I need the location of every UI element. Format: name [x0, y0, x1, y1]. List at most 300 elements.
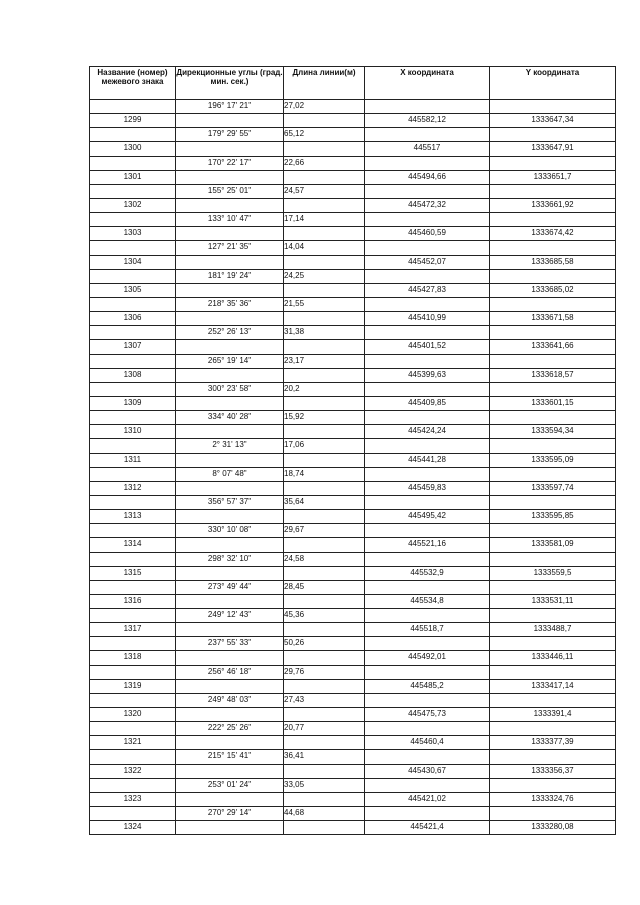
point-name-cell: 1321 [90, 736, 176, 750]
point-name-cell: 1300 [90, 142, 176, 156]
point-length-cell [284, 312, 365, 326]
segment-name-cell [90, 580, 176, 594]
point-length-cell [284, 198, 365, 212]
segment-y-cell [490, 297, 616, 311]
segment-row [90, 778, 616, 792]
y-coordinate-cell: 1333595,85 [490, 510, 616, 524]
length-cell: 22,66 [284, 156, 365, 170]
x-coordinate-cell: 445495,42 [365, 510, 490, 524]
point-angle-cell [176, 623, 284, 637]
point-length-cell [284, 453, 365, 467]
y-coordinate-cell: 1333601,15 [490, 396, 616, 410]
x-coordinate-cell: 445441,28 [365, 453, 490, 467]
length-cell: 45,36 [284, 609, 365, 623]
y-coordinate-cell: 1333446,11 [490, 651, 616, 665]
segment-x-cell [365, 269, 490, 283]
point-angle-cell [176, 453, 284, 467]
segment-y-cell [490, 524, 616, 538]
point-angle-cell [176, 227, 284, 241]
segment-y-cell [490, 100, 616, 114]
segment-name-cell [90, 128, 176, 142]
point-row [90, 114, 616, 128]
angle-cell: 215° 15' 41" [176, 750, 284, 764]
x-coordinate-cell: 445532,9 [365, 566, 490, 580]
segment-name-cell [90, 100, 176, 114]
segment-row [90, 665, 616, 679]
y-coordinate-cell: 1333488,7 [490, 623, 616, 637]
point-angle-cell [176, 198, 284, 212]
segment-y-cell [490, 609, 616, 623]
point-angle-cell [176, 538, 284, 552]
point-name-cell: 1307 [90, 340, 176, 354]
segment-x-cell [365, 128, 490, 142]
point-row [90, 481, 616, 495]
angle-cell: 256° 46' 18" [176, 665, 284, 679]
segment-row [90, 184, 616, 198]
y-coordinate-cell: 1333531,11 [490, 594, 616, 608]
point-angle-cell [176, 736, 284, 750]
segment-x-cell [365, 467, 490, 481]
segment-row [90, 552, 616, 566]
segment-x-cell [365, 750, 490, 764]
x-coordinate-cell: 445475,73 [365, 708, 490, 722]
point-angle-cell [176, 396, 284, 410]
point-name-cell: 1312 [90, 481, 176, 495]
point-length-cell [284, 255, 365, 269]
point-row [90, 312, 616, 326]
segment-name-cell [90, 354, 176, 368]
point-length-cell [284, 679, 365, 693]
x-coordinate-cell: 445424,24 [365, 425, 490, 439]
segment-row [90, 467, 616, 481]
point-length-cell [284, 651, 365, 665]
angle-cell: 265° 19' 14" [176, 354, 284, 368]
point-name-cell: 1318 [90, 651, 176, 665]
point-angle-cell [176, 651, 284, 665]
point-length-cell [284, 623, 365, 637]
point-angle-cell [176, 510, 284, 524]
segment-name-cell [90, 326, 176, 340]
point-angle-cell [176, 594, 284, 608]
y-coordinate-cell: 1333597,74 [490, 481, 616, 495]
x-coordinate-cell: 445430,67 [365, 764, 490, 778]
x-coordinate-cell: 445399,63 [365, 368, 490, 382]
x-coordinate-cell: 445521,16 [365, 538, 490, 552]
point-angle-cell [176, 340, 284, 354]
point-name-cell: 1299 [90, 114, 176, 128]
segment-row [90, 722, 616, 736]
header-angle: Дирекционные углы (град. мин. сек.) [176, 67, 284, 100]
y-coordinate-cell: 1333661,92 [490, 198, 616, 212]
segment-name-cell [90, 807, 176, 821]
y-coordinate-cell: 1333641,66 [490, 340, 616, 354]
y-coordinate-cell: 1333651,7 [490, 170, 616, 184]
segment-x-cell [365, 156, 490, 170]
segment-y-cell [490, 693, 616, 707]
angle-cell: 334° 40' 28" [176, 411, 284, 425]
x-coordinate-cell: 445460,59 [365, 227, 490, 241]
point-length-cell [284, 792, 365, 806]
segment-x-cell [365, 354, 490, 368]
segment-name-cell [90, 552, 176, 566]
point-angle-cell [176, 481, 284, 495]
length-cell: 36,41 [284, 750, 365, 764]
point-name-cell: 1313 [90, 510, 176, 524]
segment-y-cell [490, 665, 616, 679]
segment-name-cell [90, 778, 176, 792]
length-cell: 20,2 [284, 382, 365, 396]
x-coordinate-cell: 445409,85 [365, 396, 490, 410]
point-name-cell: 1303 [90, 227, 176, 241]
segment-row [90, 495, 616, 509]
point-name-cell: 1304 [90, 255, 176, 269]
point-angle-cell [176, 708, 284, 722]
angle-cell: 133° 10' 47" [176, 213, 284, 227]
length-cell: 29,67 [284, 524, 365, 538]
x-coordinate-cell: 445459,83 [365, 481, 490, 495]
segment-x-cell [365, 297, 490, 311]
segment-x-cell [365, 411, 490, 425]
segment-y-cell [490, 495, 616, 509]
point-row [90, 283, 616, 297]
segment-x-cell [365, 609, 490, 623]
angle-cell: 170° 22' 17" [176, 156, 284, 170]
angle-cell: 127° 21' 35" [176, 241, 284, 255]
angle-cell: 2° 31' 13" [176, 439, 284, 453]
point-length-cell [284, 425, 365, 439]
segment-x-cell [365, 722, 490, 736]
length-cell: 18,74 [284, 467, 365, 481]
segment-row [90, 439, 616, 453]
segment-row [90, 693, 616, 707]
segment-name-cell [90, 609, 176, 623]
point-row [90, 594, 616, 608]
segment-y-cell [490, 411, 616, 425]
segment-x-cell [365, 326, 490, 340]
point-length-cell [284, 227, 365, 241]
length-cell: 31,38 [284, 326, 365, 340]
segment-name-cell [90, 382, 176, 396]
segment-row [90, 269, 616, 283]
y-coordinate-cell: 1333618,57 [490, 368, 616, 382]
point-row [90, 623, 616, 637]
segment-name-cell [90, 750, 176, 764]
angle-cell: 179° 29' 55" [176, 128, 284, 142]
angle-cell: 8° 07' 48" [176, 467, 284, 481]
segment-row [90, 354, 616, 368]
segment-y-cell [490, 156, 616, 170]
point-angle-cell [176, 679, 284, 693]
point-row [90, 396, 616, 410]
segment-y-cell [490, 128, 616, 142]
x-coordinate-cell: 445421,02 [365, 792, 490, 806]
point-name-cell: 1310 [90, 425, 176, 439]
coordinates-table [89, 66, 616, 835]
segment-x-cell [365, 637, 490, 651]
segment-y-cell [490, 439, 616, 453]
point-row [90, 736, 616, 750]
point-row [90, 792, 616, 806]
x-coordinate-cell: 445534,8 [365, 594, 490, 608]
point-angle-cell [176, 283, 284, 297]
point-row [90, 425, 616, 439]
angle-cell: 237° 55' 33" [176, 637, 284, 651]
segment-name-cell [90, 213, 176, 227]
segment-x-cell [365, 807, 490, 821]
point-length-cell [284, 170, 365, 184]
segment-x-cell [365, 439, 490, 453]
length-cell: 20,77 [284, 722, 365, 736]
y-coordinate-cell: 1333559,5 [490, 566, 616, 580]
angle-cell: 252° 26' 13" [176, 326, 284, 340]
angle-cell: 330° 10' 08" [176, 524, 284, 538]
x-coordinate-cell: 445452,07 [365, 255, 490, 269]
table-body [90, 100, 616, 835]
angle-cell: 298° 32' 10" [176, 552, 284, 566]
segment-y-cell [490, 354, 616, 368]
segment-x-cell [365, 665, 490, 679]
point-row [90, 651, 616, 665]
segment-y-cell [490, 382, 616, 396]
length-cell: 17,14 [284, 213, 365, 227]
segment-y-cell [490, 637, 616, 651]
segment-name-cell [90, 722, 176, 736]
segment-y-cell [490, 580, 616, 594]
point-row [90, 170, 616, 184]
segment-row [90, 128, 616, 142]
point-angle-cell [176, 170, 284, 184]
point-angle-cell [176, 114, 284, 128]
segment-x-cell [365, 552, 490, 566]
y-coordinate-cell: 1333647,34 [490, 114, 616, 128]
length-cell: 15,92 [284, 411, 365, 425]
point-length-cell [284, 538, 365, 552]
x-coordinate-cell: 445485,2 [365, 679, 490, 693]
segment-x-cell [365, 184, 490, 198]
segment-row [90, 326, 616, 340]
segment-row [90, 297, 616, 311]
segment-y-cell [490, 241, 616, 255]
length-cell: 35,64 [284, 495, 365, 509]
point-length-cell [284, 736, 365, 750]
segment-x-cell [365, 778, 490, 792]
point-name-cell: 1314 [90, 538, 176, 552]
point-angle-cell [176, 821, 284, 835]
segment-y-cell [490, 269, 616, 283]
x-coordinate-cell: 445517 [365, 142, 490, 156]
point-name-cell: 1317 [90, 623, 176, 637]
x-coordinate-cell: 445492,01 [365, 651, 490, 665]
segment-name-cell [90, 439, 176, 453]
segment-row [90, 100, 616, 114]
y-coordinate-cell: 1333685,02 [490, 283, 616, 297]
segment-row [90, 156, 616, 170]
segment-y-cell [490, 778, 616, 792]
segment-name-cell [90, 467, 176, 481]
length-cell: 14,04 [284, 241, 365, 255]
point-name-cell: 1323 [90, 792, 176, 806]
angle-cell: 273° 49' 44" [176, 580, 284, 594]
angle-cell: 218° 35' 36" [176, 297, 284, 311]
length-cell: 17,06 [284, 439, 365, 453]
angle-cell: 222° 25' 26" [176, 722, 284, 736]
length-cell: 21,55 [284, 297, 365, 311]
x-coordinate-cell: 445401,52 [365, 340, 490, 354]
segment-name-cell [90, 241, 176, 255]
segment-row [90, 580, 616, 594]
point-row [90, 538, 616, 552]
segment-row [90, 637, 616, 651]
segment-x-cell [365, 241, 490, 255]
segment-y-cell [490, 750, 616, 764]
point-length-cell [284, 114, 365, 128]
segment-row [90, 524, 616, 538]
y-coordinate-cell: 1333377,39 [490, 736, 616, 750]
point-row [90, 198, 616, 212]
point-name-cell: 1316 [90, 594, 176, 608]
point-name-cell: 1319 [90, 679, 176, 693]
angle-cell: 356° 57' 37" [176, 495, 284, 509]
point-angle-cell [176, 142, 284, 156]
angle-cell: 196° 17' 21" [176, 100, 284, 114]
point-name-cell: 1305 [90, 283, 176, 297]
segment-name-cell [90, 665, 176, 679]
y-coordinate-cell: 1333647,91 [490, 142, 616, 156]
x-coordinate-cell: 445427,83 [365, 283, 490, 297]
segment-y-cell [490, 326, 616, 340]
x-coordinate-cell: 445421,4 [365, 821, 490, 835]
header-y: Y координата [490, 67, 616, 100]
segment-name-cell [90, 269, 176, 283]
point-length-cell [284, 708, 365, 722]
point-row [90, 453, 616, 467]
point-length-cell [284, 368, 365, 382]
length-cell: 28,45 [284, 580, 365, 594]
segment-x-cell [365, 495, 490, 509]
segment-name-cell [90, 297, 176, 311]
segment-x-cell [365, 524, 490, 538]
point-length-cell [284, 396, 365, 410]
point-name-cell: 1302 [90, 198, 176, 212]
x-coordinate-cell: 445494,66 [365, 170, 490, 184]
length-cell: 24,25 [284, 269, 365, 283]
point-length-cell [284, 283, 365, 297]
y-coordinate-cell: 1333356,37 [490, 764, 616, 778]
segment-y-cell [490, 467, 616, 481]
point-length-cell [284, 566, 365, 580]
point-length-cell [284, 510, 365, 524]
y-coordinate-cell: 1333685,58 [490, 255, 616, 269]
y-coordinate-cell: 1333595,09 [490, 453, 616, 467]
point-length-cell [284, 821, 365, 835]
point-row [90, 227, 616, 241]
segment-y-cell [490, 722, 616, 736]
point-row [90, 255, 616, 269]
segment-y-cell [490, 184, 616, 198]
y-coordinate-cell: 1333671,58 [490, 312, 616, 326]
segment-x-cell [365, 693, 490, 707]
segment-row [90, 807, 616, 821]
point-name-cell: 1309 [90, 396, 176, 410]
point-row [90, 510, 616, 524]
length-cell: 24,57 [284, 184, 365, 198]
segment-row [90, 411, 616, 425]
length-cell: 44,68 [284, 807, 365, 821]
length-cell: 50,26 [284, 637, 365, 651]
segment-name-cell [90, 411, 176, 425]
segment-name-cell [90, 156, 176, 170]
point-name-cell: 1320 [90, 708, 176, 722]
point-name-cell: 1324 [90, 821, 176, 835]
length-cell: 27,02 [284, 100, 365, 114]
point-row [90, 142, 616, 156]
segment-y-cell [490, 807, 616, 821]
angle-cell: 181° 19' 24" [176, 269, 284, 283]
x-coordinate-cell: 445472,32 [365, 198, 490, 212]
point-angle-cell [176, 764, 284, 778]
point-row [90, 821, 616, 835]
point-angle-cell [176, 792, 284, 806]
angle-cell: 300° 23' 58" [176, 382, 284, 396]
length-cell: 24,58 [284, 552, 365, 566]
length-cell: 65,12 [284, 128, 365, 142]
point-length-cell [284, 764, 365, 778]
point-angle-cell [176, 312, 284, 326]
y-coordinate-cell: 1333280,08 [490, 821, 616, 835]
segment-x-cell [365, 382, 490, 396]
length-cell: 23,17 [284, 354, 365, 368]
x-coordinate-cell: 445582,12 [365, 114, 490, 128]
segment-x-cell [365, 213, 490, 227]
angle-cell: 270° 29' 14" [176, 807, 284, 821]
segment-row [90, 609, 616, 623]
y-coordinate-cell: 1333391,4 [490, 708, 616, 722]
point-length-cell [284, 481, 365, 495]
segment-y-cell [490, 213, 616, 227]
angle-cell: 249° 48' 03" [176, 693, 284, 707]
segment-name-cell [90, 637, 176, 651]
point-angle-cell [176, 425, 284, 439]
segment-row [90, 241, 616, 255]
length-cell: 33,05 [284, 778, 365, 792]
point-row [90, 708, 616, 722]
x-coordinate-cell: 445518,7 [365, 623, 490, 637]
segment-name-cell [90, 693, 176, 707]
point-angle-cell [176, 566, 284, 580]
length-cell: 29,76 [284, 665, 365, 679]
point-angle-cell [176, 255, 284, 269]
length-cell: 27,43 [284, 693, 365, 707]
angle-cell: 155° 25' 01" [176, 184, 284, 198]
point-name-cell: 1301 [90, 170, 176, 184]
y-coordinate-cell: 1333674,42 [490, 227, 616, 241]
point-length-cell [284, 340, 365, 354]
point-row [90, 368, 616, 382]
angle-cell: 249° 12' 43" [176, 609, 284, 623]
point-name-cell: 1322 [90, 764, 176, 778]
segment-x-cell [365, 100, 490, 114]
point-length-cell [284, 594, 365, 608]
point-angle-cell [176, 368, 284, 382]
segment-row [90, 213, 616, 227]
point-row [90, 340, 616, 354]
header-name: Название (номер) межевого знака [90, 67, 176, 100]
point-length-cell [284, 142, 365, 156]
segment-name-cell [90, 184, 176, 198]
point-name-cell: 1315 [90, 566, 176, 580]
point-row [90, 764, 616, 778]
segment-name-cell [90, 495, 176, 509]
